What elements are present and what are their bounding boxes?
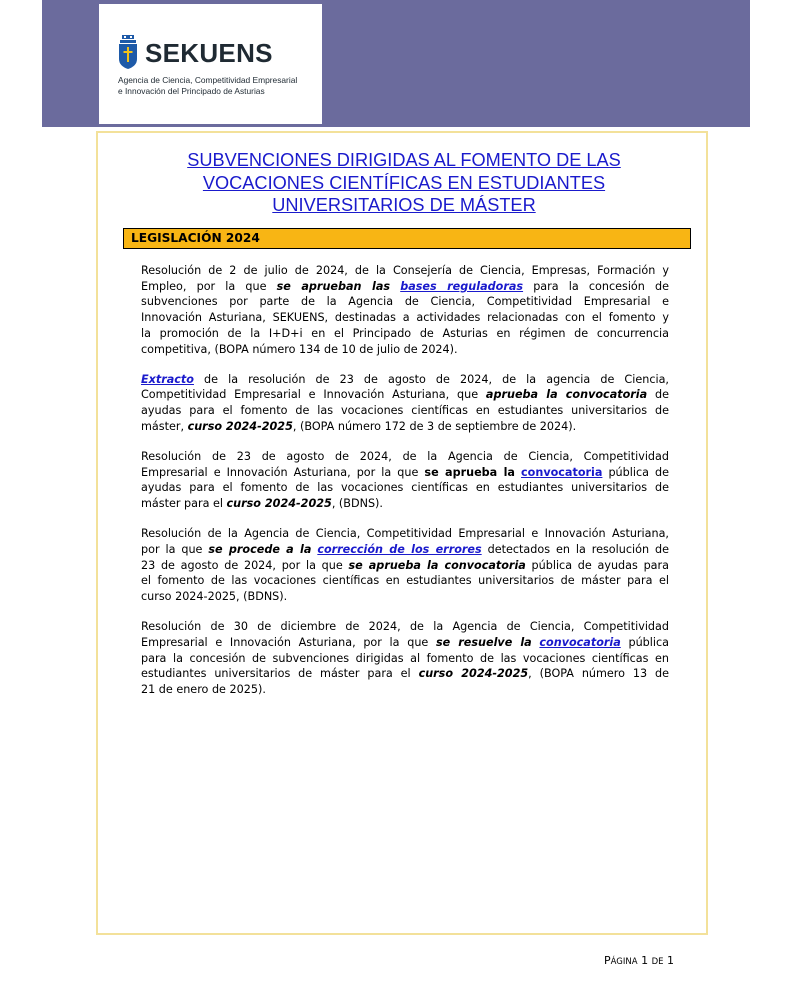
convocatoria-link[interactable]: convocatoria bbox=[521, 465, 603, 479]
brand-tagline: Agencia de Ciencia, Competitividad Empresarial e Innovación del Principado de Asturias bbox=[118, 75, 298, 96]
coat-of-arms-icon bbox=[118, 35, 138, 69]
section-heading: LEGISLACIÓN 2024 bbox=[123, 228, 691, 249]
list-item: Resolución de la Agencia de Ciencia, Competitividad Empresarial e Innovación Asturiana, por la que se procede a la corrección de los errores detectados en la resolución de 23 de agosto de 2024, por la que se aprueba la convocatoria pública de ayudas para el fomento de las vocaciones científicas en estudiantes universitarios de máster para el curso 2024-2025, (BDNS). bbox=[141, 527, 669, 604]
correccion-errores-link[interactable]: corrección de los errores bbox=[317, 543, 482, 557]
page-number: PÁGINA 1 DE 1 bbox=[604, 954, 674, 967]
list-item: Resolución de 30 de diciembre de 2024, de la Agencia de Ciencia, Competitividad Empresarial e Innovación Asturiana, por la que se resuelve la convocatoria pública para la concesión de subvenciones dirigidas al fomento de las vocaciones científicas en estudiantes universitarios de máster para el curso 2024-2025, (BOPA número 13 de 21 de enero de 2025). bbox=[141, 620, 670, 697]
extracto-link[interactable]: Extracto bbox=[141, 372, 194, 386]
bases-reguladoras-link[interactable]: bases reguladoras bbox=[400, 279, 524, 293]
list-item: Extracto de la resolución de 23 de agosto de 2024, de la agencia de Ciencia, Competitividad Empresarial e Innovación Asturiana, que aprueba la convocatoria de ayudas para el fomento de las vocaciones científicas en estudiantes universitarios de máster, curso 2024-2025, (BOPA número 172 de 3 de septiembre de 2024). bbox=[141, 372, 669, 433]
list-item: Resolución de 2 de julio de 2024, de la Consejería de Ciencia, Empresas, Formación y Empleo, por la que se aprueban las bases reguladoras para la concesión de subvenciones por parte de la Agencia de Ciencia, Competitividad Empresarial e Innovación Asturiana, SEKUENS, destinadas a actividades relacionadas con el fomento y la promoción de la I+D+i en el Principado de Asturias en régimen de concurrencia competitiva, (BOPA número 134 de 10 de julio de 2024). bbox=[141, 264, 670, 356]
legislation-list bbox=[141, 263, 669, 698]
list-item: Resolución de 23 de agosto de 2024, de la Agencia de Ciencia, Competitividad Empresarial e Innovación Asturiana, por la que se aprueba la convocatoria pública de ayudas para el fomento de las vocaciones científicas en estudiantes universitarios de máster para el curso 2024-2025, (BDNS). bbox=[141, 450, 669, 511]
logo bbox=[99, 4, 322, 124]
convocatoria-resuelve-link[interactable]: convocatoria bbox=[539, 636, 621, 650]
page-title[interactable]: SUBVENCIONES DIRIGIDAS AL FOMENTO DE LAS VOCACIONES CIENTÍFICAS EN ESTUDIANTES UNIVERSITARIOS DE MÁSTER bbox=[187, 150, 621, 215]
brand-name: SEKUENS bbox=[145, 38, 273, 68]
